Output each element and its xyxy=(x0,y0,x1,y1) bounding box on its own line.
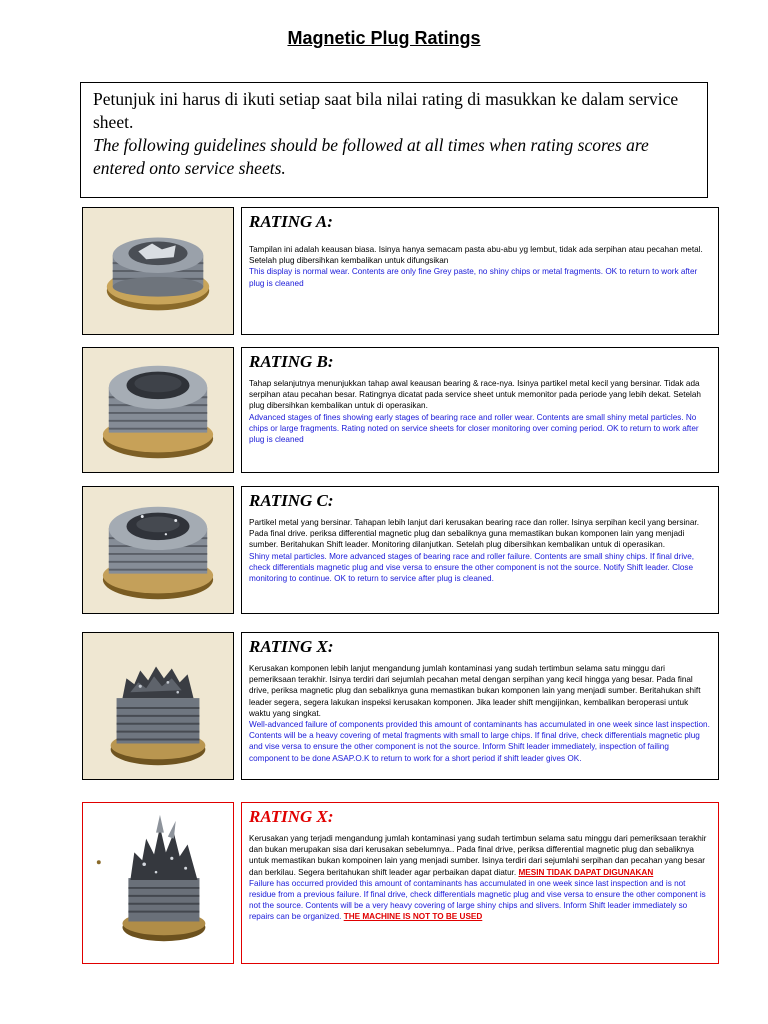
rating-x-indonesian-1: Kerusakan komponen lebih lanjut mengandung jumlah kontaminasi yang sudah tertimbun selama satu minggu dari pemeriksaan terakhir. Isinya terdiri dari sejumlah pecahan metal dengan serpihan yang kecil hingga yang besar. Pada final drive, periksa magnetic plug dan sebaliknya guna memastikan bukan komponen lain yang menjadi sumber. Beritahukan shift leader segera, segera lakukan inspeksi kerusakan komponen. Jika leader shift mengijinkan, kembalikan beroperasi untuk waktu yang singkat. xyxy=(249,664,701,718)
rating-b-card xyxy=(241,347,719,473)
plug-photo-rating-c xyxy=(82,486,234,614)
plug-photo-rating-a xyxy=(82,207,234,335)
plug-photo-rating-x-2 xyxy=(82,802,234,964)
rating-b-indonesian: Tahap selanjutnya menunjukkan tahap awal keausan bearing & race-nya. Isinya partikel metal kecil yang bersinar. Tidak ada serpihan atau pecahan besar. Ratingnya dicatat pada service sheet untuk memonitor pada periode yang lebih dekat. Setelah plug dibersihkan kembalikan untuk di operasikan. xyxy=(249,379,701,411)
guidelines-box xyxy=(80,82,708,198)
machine-not-usable-warning-id: MESIN TIDAK DAPAT DIGUNAKAN xyxy=(518,867,654,877)
rating-x-english-text-2: Failure has occurred provided this amount of contaminants has accumulated in one week since last inspection and is not residue from a previous failure. If final drive, check differentials magnetic plug and vise versa to ensure the other component is not the source. Contents will be a very heavy covering of large shiny chips and slivers. Inform Shift leader immediately so repairs can be organized. xyxy=(249,878,706,922)
rating-c-english: Shiny metal particles. More advanced stages of bearing race and roller failure. Contents are small shiny chips. If final drive, check differentials magnetic plug and vise versa to ensure the other component is not the source. Notify Shift leader. Close monitoring to continue. OK to return to service after plug is cleaned. xyxy=(249,551,695,584)
rating-x-indonesian-2 xyxy=(249,833,711,878)
rating-c-card xyxy=(241,486,719,614)
page-title: Magnetic Plug Ratings xyxy=(287,28,481,48)
rating-x-english-1: Well-advanced failure of components provided this amount of contaminants has accumulated in one week since last inspection. Contents will be a heavy covering of metal fragments with small to large chips. If final drive, check differentials magnetic plug and vise versa to ensure the other component is not the source. Inform Shift leader immediately, inspection of failing component to be done ASAP.O.K to return to work for a short period if shift leader gives OK. xyxy=(249,720,710,763)
rating-x-card-1 xyxy=(241,632,719,780)
plug-photo-rating-b xyxy=(82,347,234,473)
guidelines-indonesian: Petunjuk ini harus di ikuti setiap saat bila nilai rating di masukkan ke dalam service sheet. xyxy=(93,89,679,132)
rating-a-card xyxy=(241,207,719,335)
rating-x-indonesian-text-2: Kerusakan yang terjadi mengandung jumlah kontaminasi yang sudah tertimbun selama satu minggu dari pemeriksaan terakhir dan bukan merupakan sisa dari kerusakan sebelumnya.. Pada final drive, periksa differential magnetic plug dan sebaliknya untuk memastikan bukan kompoinen lain yang menjadi sumber. Isinya terdiri dari sejumlahi serpihan dan pecahan yang besar dan berkilau. Segera beritahukan shift leader agar perbaikan dapat diatur. xyxy=(249,834,707,877)
plug-photo-rating-x-1 xyxy=(82,632,234,780)
rating-x-english-2 xyxy=(249,878,711,923)
rating-x-heading-1: RATING X: xyxy=(249,637,334,656)
rating-c-heading: RATING C: xyxy=(249,491,334,510)
rating-b-heading: RATING B: xyxy=(249,352,334,371)
guidelines-english: The following guidelines should be followed at all times when rating scores are entered onto service sheets. xyxy=(93,135,649,178)
rating-x-heading-2: RATING X: xyxy=(249,807,334,826)
rating-c-indonesian: Partikel metal yang bersinar. Tahapan lebih lanjut dari kerusakan bearing race dan roller. Isinya serpihan kecil yang bersinar. Pada final drive. periksa differential magnetic plug dan sebaliknya guna memastikan bukan komponen lain yang menjadi sumber. Beritahukan Shift leader. Monitoring dilanjutkan. Setelah plug dibersihkan kembalikan untuk di operasikan. xyxy=(249,518,699,550)
machine-not-usable-warning-en: THE MACHINE IS NOT TO BE USED xyxy=(343,912,483,922)
rating-a-indonesian: Tampilan ini adalah keausan biasa. Isinya hanya semacam pasta abu-abu yg lembut, tidak ada serpihan atau pecahan metal. Setelah plug dibersihkan kembalikan untuk difungsikan xyxy=(249,245,703,266)
rating-a-english: This display is normal wear. Contents are only fine Grey paste, no shiny chips or metal fragments. OK to return to work after plug is cleaned xyxy=(249,267,698,288)
rating-x-card-2 xyxy=(241,802,719,964)
rating-a-heading: RATING A: xyxy=(249,212,333,231)
rating-b-english: Advanced stages of fines showing early stages of bearing race and roller wear. Contents are small shiny metal particles. No chips or large fragments. Rating noted on service sheets for closer monitoring over coming period. OK to return to work after plug is cleaned xyxy=(249,412,699,445)
